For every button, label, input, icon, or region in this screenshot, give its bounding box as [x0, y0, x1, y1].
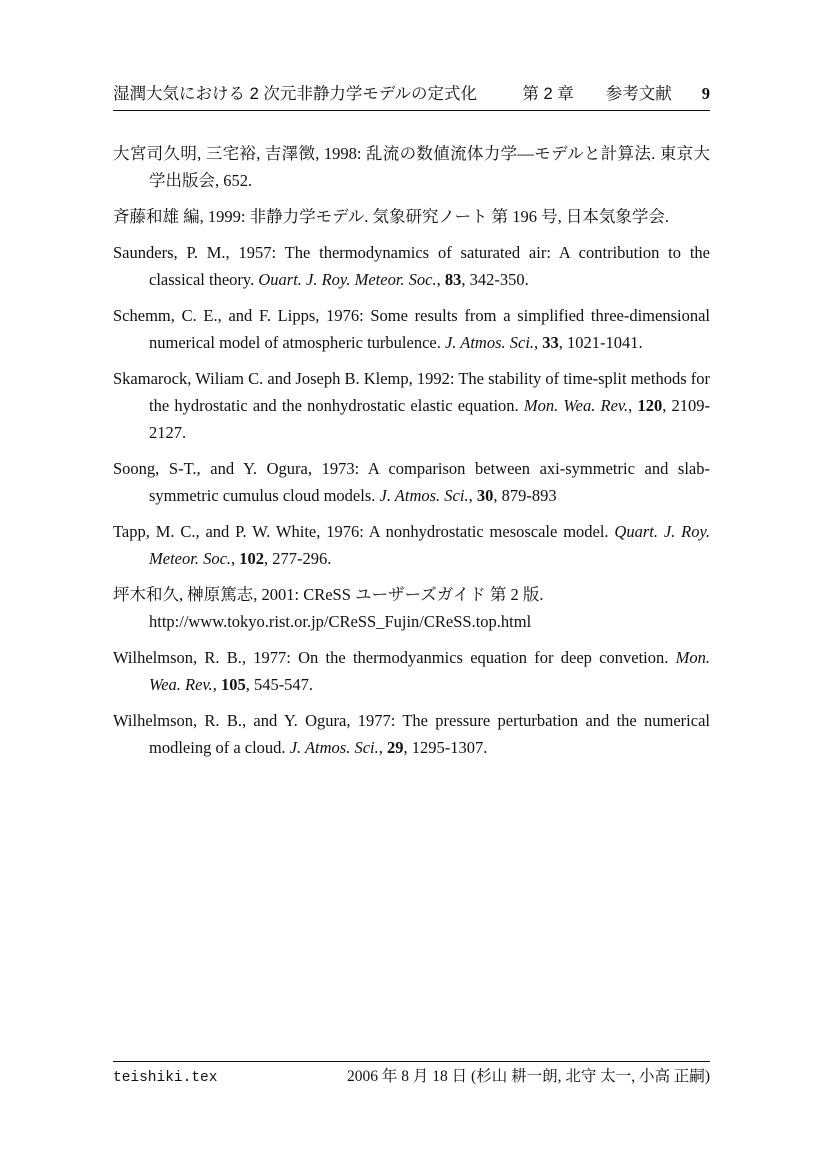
reference-text: 83 — [444, 270, 462, 289]
reference-entry — [113, 455, 710, 509]
chapter-label: 第 2 章 — [522, 85, 574, 103]
reference-entry — [113, 365, 710, 446]
reference-text: , 2109-2127. — [149, 396, 711, 442]
reference-text: Tapp, M. C., and P. W. White, 1976: A nonhydrostatic mesoscale model. — [113, 522, 615, 541]
reference-text: J. Atmos. Sci. — [444, 333, 535, 352]
reference-text: 坪木和久, 榊原篤志, 2001: CReSS ユーザーズガイド 第 2 版. — [113, 585, 544, 604]
reference-text: , — [436, 270, 445, 289]
header-rule — [113, 110, 710, 111]
reference-text: , — [628, 396, 638, 415]
reference-text: , — [231, 549, 240, 568]
reference-text: Saunders, P. M., 1957: The thermodynamics of saturated air: A contribution to the classical theory. — [113, 243, 710, 289]
header-right-group — [494, 84, 710, 104]
reference-entry — [113, 302, 710, 356]
reference-text: 105 — [220, 675, 246, 694]
reference-text: J. Atmos. Sci. — [379, 486, 469, 505]
reference-entry — [113, 203, 710, 230]
reference-text: Soong, S-T., and Y. Ogura, 1973: A comparison between axi-symmetric and slab-symmetric cumulus cloud models. — [113, 459, 710, 505]
reference-url[interactable]: http://www.tokyo.rist.or.jp/CReSS_Fujin/CReSS.top.html — [149, 612, 532, 631]
page-number: 9 — [701, 84, 710, 103]
reference-entry — [113, 518, 710, 572]
reference-entry — [113, 581, 710, 635]
footer-date-authors: 2006 年 8 月 18 日 (杉山 耕一朗, 北守 太一, 小高 正嗣) — [347, 1068, 710, 1085]
reference-text: , — [534, 333, 543, 352]
reference-list — [113, 140, 710, 770]
reference-text: Quart. J. Roy. Meteor. Soc. — [149, 522, 710, 568]
reference-text: Wilhelmson, R. B., and Y. Ogura, 1977: The pressure perturbation and the numerical modleing of a cloud. — [113, 711, 710, 757]
page-footer — [113, 1061, 710, 1088]
reference-text: 102 — [239, 549, 265, 568]
running-title: 湿潤大気における 2 次元非静力学モデルの定式化 — [113, 85, 478, 103]
reference-text: , 1295-1307. — [403, 738, 488, 757]
reference-text: 29 — [387, 738, 404, 757]
reference-entry — [113, 644, 710, 698]
reference-text: , 1021-1041. — [558, 333, 643, 352]
reference-text: , 342-350. — [461, 270, 529, 289]
reference-entry — [113, 140, 710, 194]
reference-entry — [113, 239, 710, 293]
reference-text: Wilhelmson, R. B., 1977: On the thermodyanmics equation for deep convetion. — [113, 648, 676, 667]
reference-text: Ouart. J. Roy. Meteor. Soc. — [258, 270, 437, 289]
reference-text: 33 — [542, 333, 559, 352]
reference-text: 30 — [476, 486, 494, 505]
reference-text: , 879-893 — [493, 486, 557, 505]
reference-entry — [113, 707, 710, 761]
reference-text: 120 — [637, 396, 663, 415]
footer-filename: teishiki.tex — [113, 1070, 218, 1086]
reference-text: , 277-296. — [264, 549, 332, 568]
reference-text: , — [212, 675, 221, 694]
reference-text: Skamarock, Wiliam C. and Joseph B. Klemp, 1992: The stability of time-split methods for the hydrostatic and the nonhydrostatic elastic equation. — [113, 369, 710, 415]
reference-text: J. Atmos. Sci. — [289, 738, 379, 757]
reference-text: 斉藤和雄 編, 1999: 非静力学モデル. 気象研究ノート 第 196 号, 日本気象学会. — [113, 207, 670, 226]
reference-text: , 545-547. — [245, 675, 314, 694]
reference-text: , — [468, 486, 477, 505]
reference-text: Schemm, C. E., and F. Lipps, 1976: Some results from a simplified three-dimensional numerical model of atmospheric turbulence. — [113, 306, 710, 352]
reference-text: Mon. Wea. Rev. — [149, 648, 710, 694]
section-label: 参考文献 — [605, 85, 672, 103]
reference-text: 大宮司久明, 三宅裕, 吉澤徴, 1998: 乱流の数値流体力学—モデルと計算法. 東京大学出版会, 652. — [113, 144, 710, 190]
reference-text: Mon. Wea. Rev. — [523, 396, 629, 415]
running-header — [113, 84, 710, 111]
reference-text: , — [378, 738, 387, 757]
